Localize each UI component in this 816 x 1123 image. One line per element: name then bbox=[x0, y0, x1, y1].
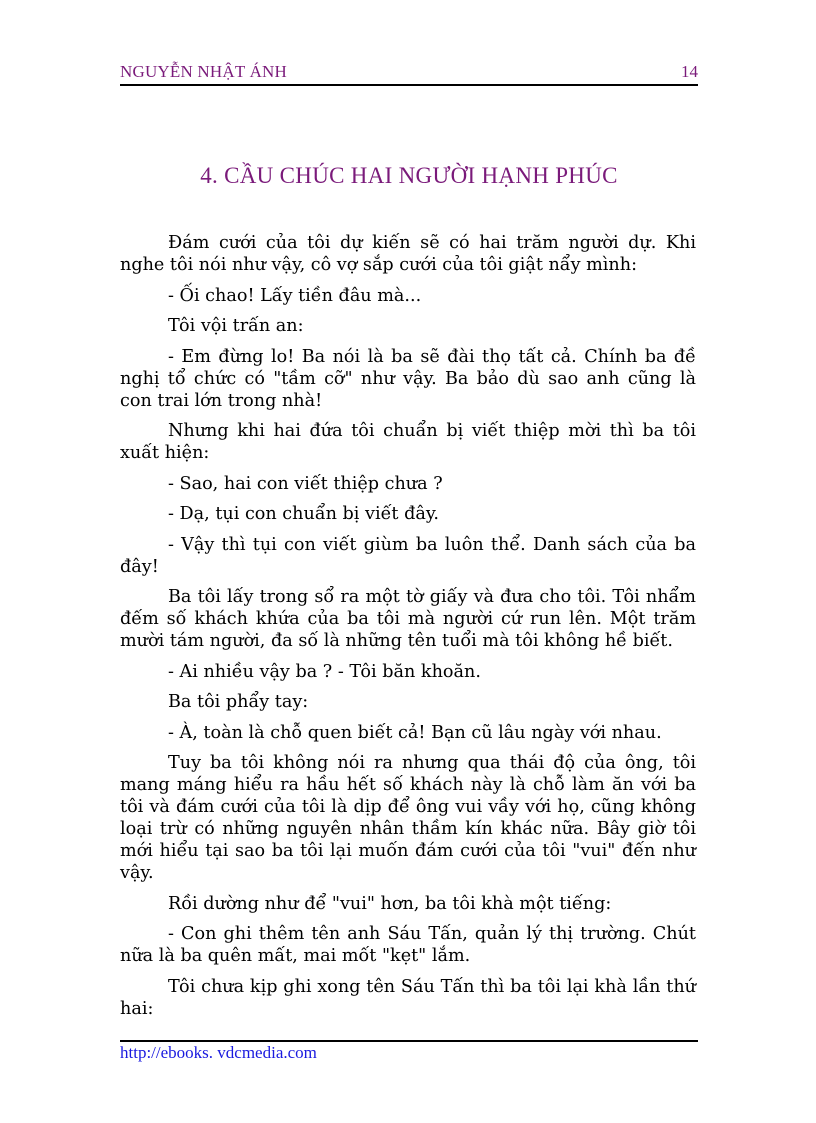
body-text bbox=[120, 232, 696, 1028]
footer-website-link[interactable]: http://ebooks. vdcmedia.com bbox=[120, 1043, 317, 1062]
paragraph: - Vậy thì tụi con viết giùm ba luôn thể. Danh sách của ba đây! bbox=[120, 534, 696, 577]
paragraph: - Sao, hai con viết thiệp chưa ? bbox=[168, 473, 443, 494]
paragraph: Tôi vội trấn an: bbox=[168, 316, 304, 336]
paragraph: - À, toàn là chỗ quen biết cả! Bạn cũ lâu ngày với nhau. bbox=[168, 722, 662, 743]
page-header bbox=[120, 60, 698, 86]
paragraph: - Ai nhiều vậy ba ? - Tôi băn khoăn. bbox=[168, 661, 481, 682]
paragraph: Ba tôi phẩy tay: bbox=[168, 692, 309, 712]
paragraph: Nhưng khi hai đứa tôi chuẩn bị viết thiệp mời thì ba tôi xuất hiện: bbox=[120, 421, 696, 463]
paragraph: Rồi dường như để "vui" hơn, ba tôi khà một tiếng: bbox=[168, 893, 612, 914]
footer-divider bbox=[120, 1040, 698, 1042]
paragraph: - Ối chao! Lấy tiền đâu mà... bbox=[168, 285, 422, 306]
paragraph: - Dạ, tụi con chuẩn bị viết đây. bbox=[168, 504, 440, 524]
page-number: 14 bbox=[681, 62, 698, 81]
paragraph: - Em đừng lo! Ba nói là ba sẽ đài thọ tất cả. Chính ba đề nghị tổ chức có "tầm cỡ" như vậy. Ba bảo dù sao anh cũng là con trai lớn trong nhà! bbox=[120, 346, 696, 411]
header-author: NGUYỄN NHẬT ÁNH bbox=[120, 62, 288, 81]
paragraph: Ba tôi lấy trong sổ ra một tờ giấy và đưa cho tôi. Tôi nhẩm đếm số khách khứa của ba tôi mà người cứ run lên. Một trăm mười tám người, đa số là những tên tuổi mà tôi không hề biết. bbox=[120, 587, 696, 651]
paragraph: - Con ghi thêm tên anh Sáu Tấn, quản lý thị trường. Chút nữa là ba quên mất, mai mốt "kẹt" lắm. bbox=[120, 924, 696, 966]
chapter-title: 4. CẦU CHÚC HAI NGƯỜI HẠNH PHÚC bbox=[200, 163, 618, 188]
paragraph: Tuy ba tôi không nói ra nhưng qua thái độ của ông, tôi mang máng hiểu ra hầu hết số khách này là chỗ làm ăn với ba tôi và đám cưới của tôi là dịp để ông vui vầy với họ, cũng không loại trừ có những nguyên nhân thầm kín khác nữa. Bây giờ tôi mới hiểu tại sao ba tôi lại muốn đám cưới của tôi "vui" đến như vậy. bbox=[120, 753, 696, 883]
paragraph: Đám cưới của tôi dự kiến sẽ có hai trăm người dự. Khi nghe tôi nói như vậy, cô vợ sắp cưới của tôi giật nẩy mình: bbox=[120, 233, 696, 275]
paragraph: Tôi chưa kịp ghi xong tên Sáu Tấn thì ba tôi lại khà lần thứ hai: bbox=[120, 976, 696, 1019]
